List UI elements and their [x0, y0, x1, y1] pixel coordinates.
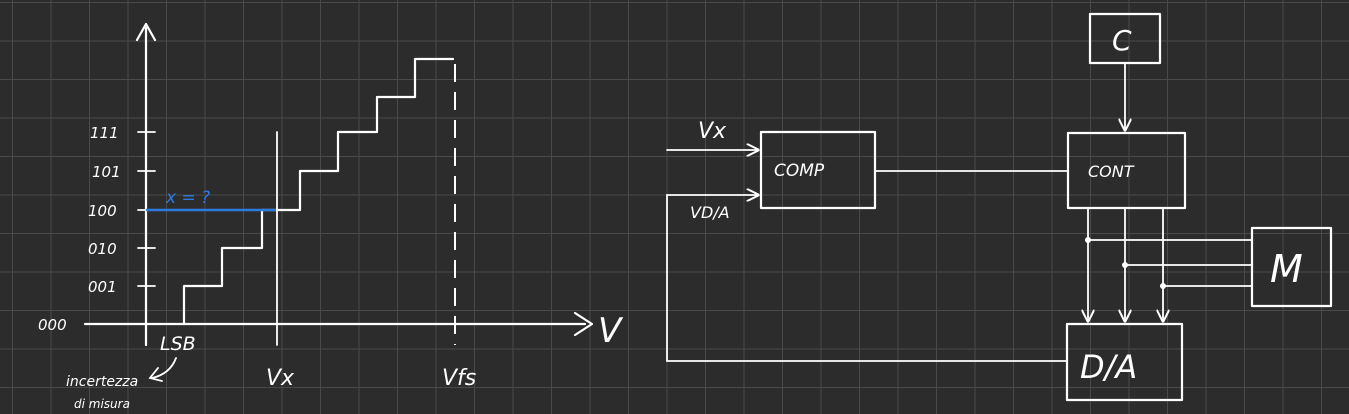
lsb-tick-label: LSB [160, 333, 196, 355]
y-code-000: 000 [38, 316, 67, 334]
dac-label: D/A [1080, 348, 1138, 386]
adc-block-diagram [667, 14, 1331, 400]
uncertainty-label-line1: incertezza [66, 374, 139, 390]
vx-tick-label: Vx [266, 366, 295, 391]
y-code-100: 100 [88, 202, 117, 220]
transfer-graph [38, 24, 624, 411]
unknown-label: x = ? [166, 188, 211, 208]
input-vx-label: Vx [698, 119, 727, 144]
input-vda-label: VD/A [690, 203, 730, 222]
y-code-001: 001 [88, 278, 117, 296]
y-code-010: 010 [88, 240, 117, 258]
lsb-pointer-arrow [150, 358, 176, 381]
memory-label: M [1270, 247, 1303, 291]
y-code-111: 111 [90, 124, 119, 142]
vfs-tick-label: Vfs [442, 366, 477, 391]
staircase [184, 59, 453, 324]
comparator-label: COMP [774, 161, 825, 181]
x-axis-label: V [598, 311, 622, 351]
uncertainty-label-line2: di misura [74, 397, 130, 411]
y-code-101: 101 [92, 163, 121, 181]
counter-label: CONT [1088, 162, 1134, 181]
clock-label: C [1112, 24, 1132, 57]
